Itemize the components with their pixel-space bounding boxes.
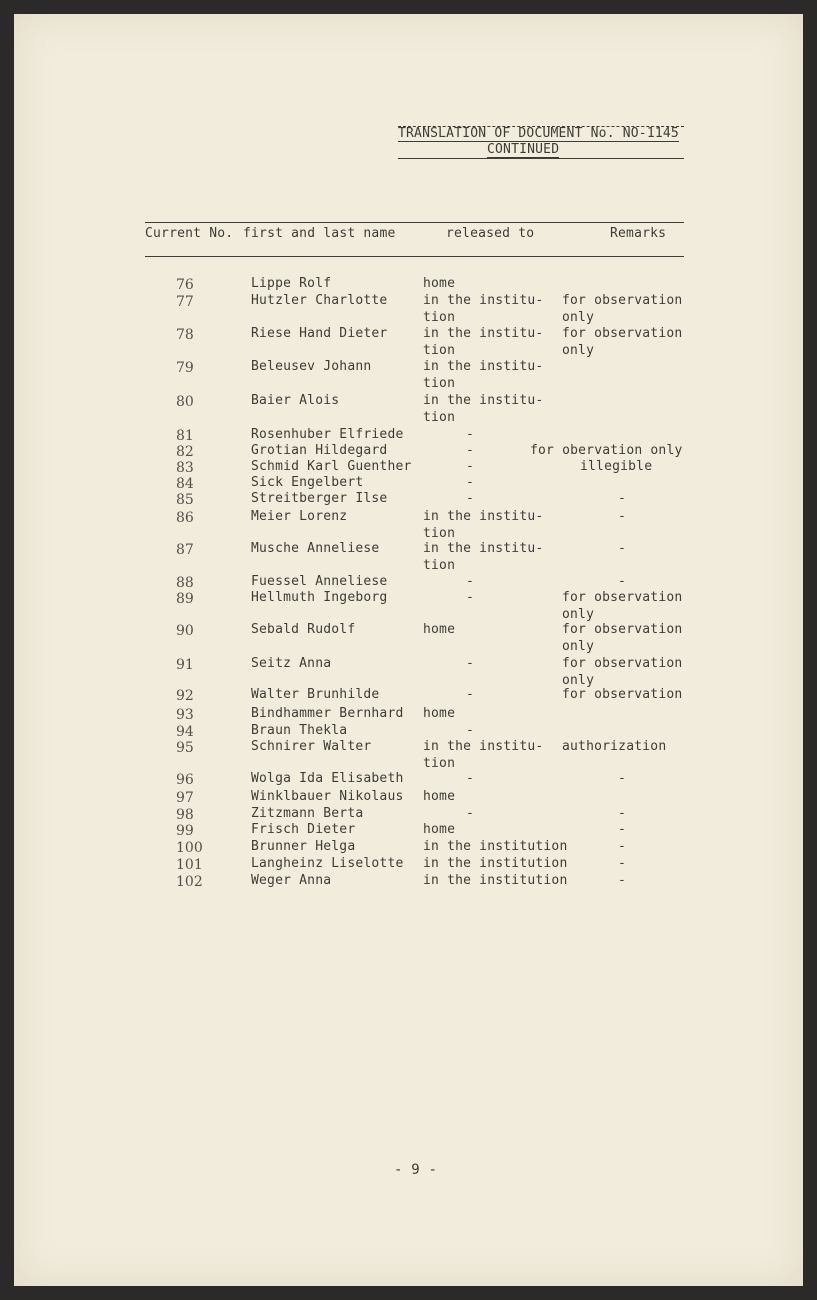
row-name: Sebald Rudolf — [251, 622, 356, 637]
row-released-to: in the institu- — [423, 393, 544, 408]
row-current-no: 94 — [176, 724, 194, 740]
row-current-no: 86 — [176, 510, 194, 526]
row-current-no: 93 — [176, 707, 194, 723]
row-released-to: in the institu- — [423, 293, 544, 308]
row-released-to: home — [423, 706, 456, 721]
row-released-to: - — [466, 806, 475, 821]
row-released-to: - — [466, 687, 475, 702]
row-released-to: - — [466, 475, 475, 490]
column-header-name: first and last name — [243, 226, 396, 241]
row-released-to: - — [466, 427, 475, 442]
row-remarks: for observation — [562, 326, 683, 341]
row-name: Walter Brunhilde — [251, 687, 380, 702]
row-current-no: 85 — [176, 492, 194, 508]
row-name: Sick Engelbert — [251, 475, 364, 490]
row-remarks: only — [562, 673, 595, 688]
row-remarks: - — [618, 509, 627, 524]
row-name: Fuessel Anneliese — [251, 574, 388, 589]
row-remarks: for observation — [562, 590, 683, 605]
row-released-to: tion — [423, 410, 456, 425]
row-name: Brunner Helga — [251, 839, 356, 854]
row-released-to: tion — [423, 376, 456, 391]
row-released-to: home — [423, 789, 456, 804]
row-current-no: 98 — [176, 807, 194, 823]
row-name: Lippe Rolf — [251, 276, 332, 291]
row-released-to: in the institu- — [423, 541, 544, 556]
row-released-to: in the institution — [423, 856, 568, 871]
row-current-no: 83 — [176, 460, 194, 476]
row-remarks: for observation — [562, 687, 683, 702]
document-subtitle: CONTINUED — [487, 142, 560, 157]
row-name: Riese Hand Dieter — [251, 326, 388, 341]
table-bottom-rule — [145, 256, 684, 257]
row-released-to: tion — [423, 526, 456, 541]
row-name: Schnirer Walter — [251, 739, 372, 754]
row-name: Streitberger Ilse — [251, 491, 388, 506]
header-bottom-rule — [398, 158, 684, 159]
row-current-no: 90 — [176, 623, 194, 639]
row-current-no: 80 — [176, 394, 194, 410]
row-current-no: 88 — [176, 575, 194, 591]
row-remarks: - — [618, 806, 627, 821]
row-current-no: 95 — [176, 740, 194, 756]
row-released-to: - — [466, 574, 475, 589]
row-remarks: for observation — [562, 293, 683, 308]
row-current-no: 97 — [176, 790, 194, 806]
row-current-no: 96 — [176, 772, 194, 788]
row-remarks: - — [618, 771, 627, 786]
row-name: Seitz Anna — [251, 656, 332, 671]
row-released-to: home — [423, 822, 456, 837]
row-remarks: - — [618, 839, 627, 854]
row-released-to: in the institu- — [423, 509, 544, 524]
row-current-no: 84 — [176, 476, 194, 492]
row-released-to: tion — [423, 558, 456, 573]
page-number: - 9 - — [394, 1162, 438, 1178]
row-remarks: for observation — [562, 622, 683, 637]
row-current-no: 78 — [176, 327, 194, 343]
row-released-to: - — [466, 443, 475, 458]
row-released-to: home — [423, 276, 456, 291]
row-released-to: - — [466, 459, 475, 474]
document-page — [14, 14, 803, 1286]
row-current-no: 99 — [176, 823, 194, 839]
row-remarks: only — [562, 607, 595, 622]
row-name: Bindhammer Bernhard — [251, 706, 404, 721]
row-current-no: 101 — [176, 857, 203, 873]
row-name: Beleusev Johann — [251, 359, 372, 374]
row-remarks: - — [618, 856, 627, 871]
column-header-released: released to — [446, 226, 535, 241]
row-released-to: in the institu- — [423, 326, 544, 341]
row-name: Grotian Hildegard — [251, 443, 388, 458]
table-top-rule — [145, 222, 684, 223]
row-released-to: in the institu- — [423, 359, 544, 374]
row-name: Langheinz Liselotte — [251, 856, 404, 871]
row-current-no: 92 — [176, 688, 194, 704]
row-name: Wolga Ida Elisabeth — [251, 771, 404, 786]
row-name: Winklbauer Nikolaus — [251, 789, 404, 804]
row-released-to: tion — [423, 756, 456, 771]
row-name: Schmid Karl Guenther — [251, 459, 412, 474]
row-current-no: 76 — [176, 277, 194, 293]
row-name: Braun Thekla — [251, 723, 348, 738]
row-name: Hutzler Charlotte — [251, 293, 388, 308]
row-remarks: for observation — [562, 656, 683, 671]
row-name: Baier Alois — [251, 393, 340, 408]
row-current-no: 87 — [176, 542, 194, 558]
row-name: Zitzmann Berta — [251, 806, 364, 821]
row-released-to: - — [466, 491, 475, 506]
row-current-no: 89 — [176, 591, 194, 607]
row-name: Meier Lorenz — [251, 509, 348, 524]
row-remarks: - — [618, 541, 627, 556]
row-current-no: 82 — [176, 444, 194, 460]
row-remarks: authorization — [562, 739, 667, 754]
row-remarks: - — [618, 822, 627, 837]
row-released-to: tion — [423, 310, 456, 325]
row-current-no: 100 — [176, 840, 203, 856]
row-current-no: 79 — [176, 360, 194, 376]
row-released-to: tion — [423, 343, 456, 358]
row-remarks: only — [562, 310, 595, 325]
row-released-to: in the institu- — [423, 739, 544, 754]
row-current-no: 77 — [176, 294, 194, 310]
row-remarks: only — [562, 343, 595, 358]
row-current-no: 91 — [176, 657, 194, 673]
row-current-no: 102 — [176, 874, 203, 890]
row-name: Weger Anna — [251, 873, 332, 888]
row-released-to: - — [466, 590, 475, 605]
row-name: Rosenhuber Elfriede — [251, 427, 404, 442]
row-released-to: - — [466, 723, 475, 738]
row-name: Frisch Dieter — [251, 822, 356, 837]
row-remarks: only — [562, 639, 595, 654]
row-remarks: - — [618, 574, 627, 589]
row-remarks: - — [618, 873, 627, 888]
row-released-to: in the institution — [423, 873, 568, 888]
row-released-to: in the institution — [423, 839, 568, 854]
column-header-current-no: Current No. — [145, 226, 234, 241]
document-title: TRANSLATION OF DOCUMENT No. NO-1145 — [398, 126, 679, 141]
column-header-remarks: Remarks — [610, 226, 667, 241]
row-remarks: illegible — [580, 459, 653, 474]
row-name: Musche Anneliese — [251, 541, 380, 556]
row-name: Hellmuth Ingeborg — [251, 590, 388, 605]
row-released-to: home — [423, 622, 456, 637]
row-released-to: - — [466, 771, 475, 786]
row-released-to: - — [466, 656, 475, 671]
row-remarks: - — [618, 491, 627, 506]
row-current-no: 81 — [176, 428, 194, 444]
row-remarks: for obervation only — [530, 443, 683, 458]
